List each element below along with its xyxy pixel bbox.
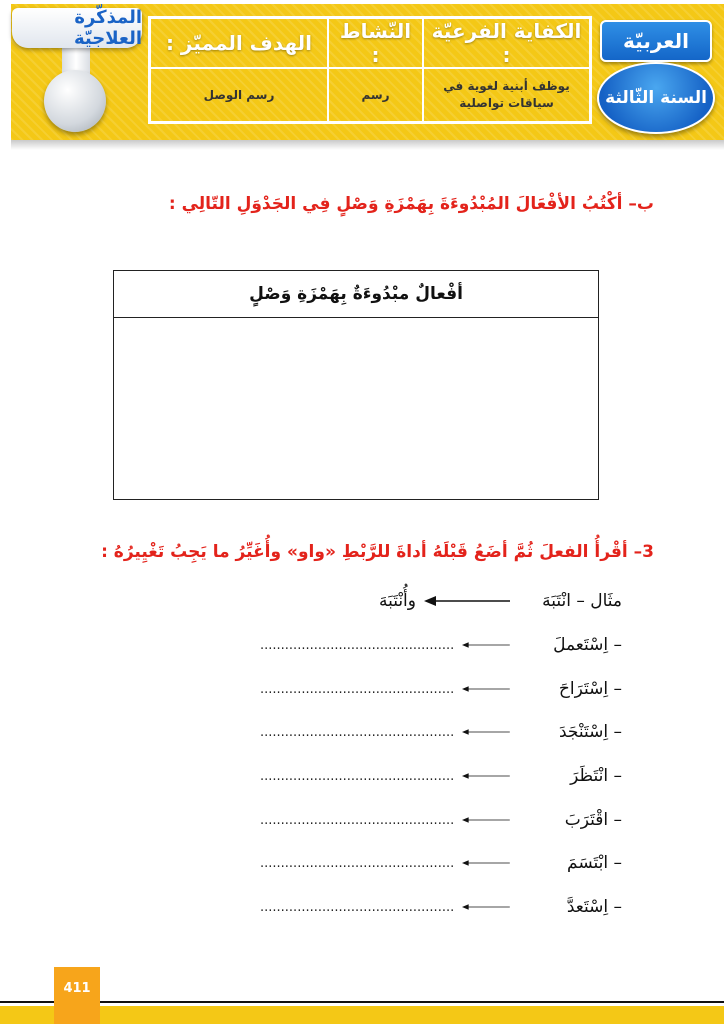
exercise-word: – اِسْتَرَاحَ: [558, 679, 622, 699]
badge-ball-icon: [44, 70, 106, 132]
verbs-table: [113, 270, 599, 500]
answer-blank[interactable]: ...............................................: [260, 637, 455, 653]
section-b-title: ب– أكْتُبُ الأفْعَالَ المُبْدُوءَةَ بِهَمْزَةِ وَصْلٍ فِي الجَدْوَلِ التّالِي :: [168, 194, 654, 214]
left-arrow-icon: [462, 901, 510, 913]
year-label: السنة الثّالثة: [597, 62, 715, 134]
exercise-row: [260, 763, 622, 789]
example-answer: وأُنْتَبَهَ: [378, 591, 416, 611]
example-word: مثَال – انْتَبَهَ: [542, 591, 622, 611]
left-arrow-icon: [462, 683, 510, 695]
answer-blank[interactable]: ...............................................: [260, 768, 455, 784]
verbs-table-header: أفْعالٌ مبْدُوءَةٌ بِهَمْزَةِ وَصْلٍ: [114, 271, 598, 318]
exercise-row: [260, 719, 622, 745]
footer-bar: [0, 1006, 724, 1024]
objective-value: رسم الوصل: [150, 68, 328, 122]
exercise-word: – اِسْتَعدَّ: [566, 897, 622, 917]
answer-blank[interactable]: ...............................................: [260, 855, 455, 871]
left-arrow-icon: [462, 639, 510, 651]
left-arrow-icon: [462, 770, 510, 782]
left-arrow-icon: [462, 726, 510, 738]
example-row: [260, 588, 622, 614]
remedial-badge: المذكّرة العلاجيّة: [12, 8, 142, 48]
header-shadow: [11, 140, 724, 150]
footer-divider: [0, 1001, 724, 1003]
activity-value: رسم: [328, 68, 423, 122]
competency-value: يوظف أبنية لغوية في سياقات تواصلية: [423, 68, 590, 122]
competency-heading: الكفاية الفرعيّة :: [423, 18, 590, 68]
left-arrow-icon: [424, 595, 510, 607]
answer-blank[interactable]: ...............................................: [260, 812, 455, 828]
left-arrow-icon: [462, 814, 510, 826]
exercise-word: – اقْتَرَبَ: [564, 810, 622, 830]
objective-heading: الهدف المميّز :: [150, 18, 328, 68]
exercise-word: – انْتَظَرَ: [570, 766, 622, 786]
answer-blank[interactable]: ...............................................: [260, 681, 455, 697]
exercise-word: – اِسْتَعملَ: [553, 635, 622, 655]
verbs-table-answer-area[interactable]: [114, 318, 598, 498]
answer-blank[interactable]: ...............................................: [260, 899, 455, 915]
exercise-row: [260, 632, 622, 658]
exercise-row: [260, 894, 622, 920]
exercise-row: [260, 807, 622, 833]
activity-heading: النّشاط :: [328, 18, 423, 68]
exercise-word: – اِسْتَنْجَدَ: [558, 722, 622, 742]
exercise-word: – ابْتَسَمَ: [567, 853, 622, 873]
left-arrow-icon: [462, 857, 510, 869]
exercise-row: [260, 676, 622, 702]
page-number: 411: [54, 967, 100, 1024]
info-table: [148, 16, 592, 124]
question-3-title: 3– أقْرأُ الفعلَ ثُمَّ أضَعُ قَبْلَهُ أداةَ للرَّبْطِ «واو» وأُغَيِّرُ ما يَجِبُ تَغْيِيرُهُ :: [101, 542, 654, 562]
answer-blank[interactable]: ...............................................: [260, 724, 455, 740]
subject-label: العربيّة: [600, 20, 712, 62]
exercise-row: [260, 850, 622, 876]
